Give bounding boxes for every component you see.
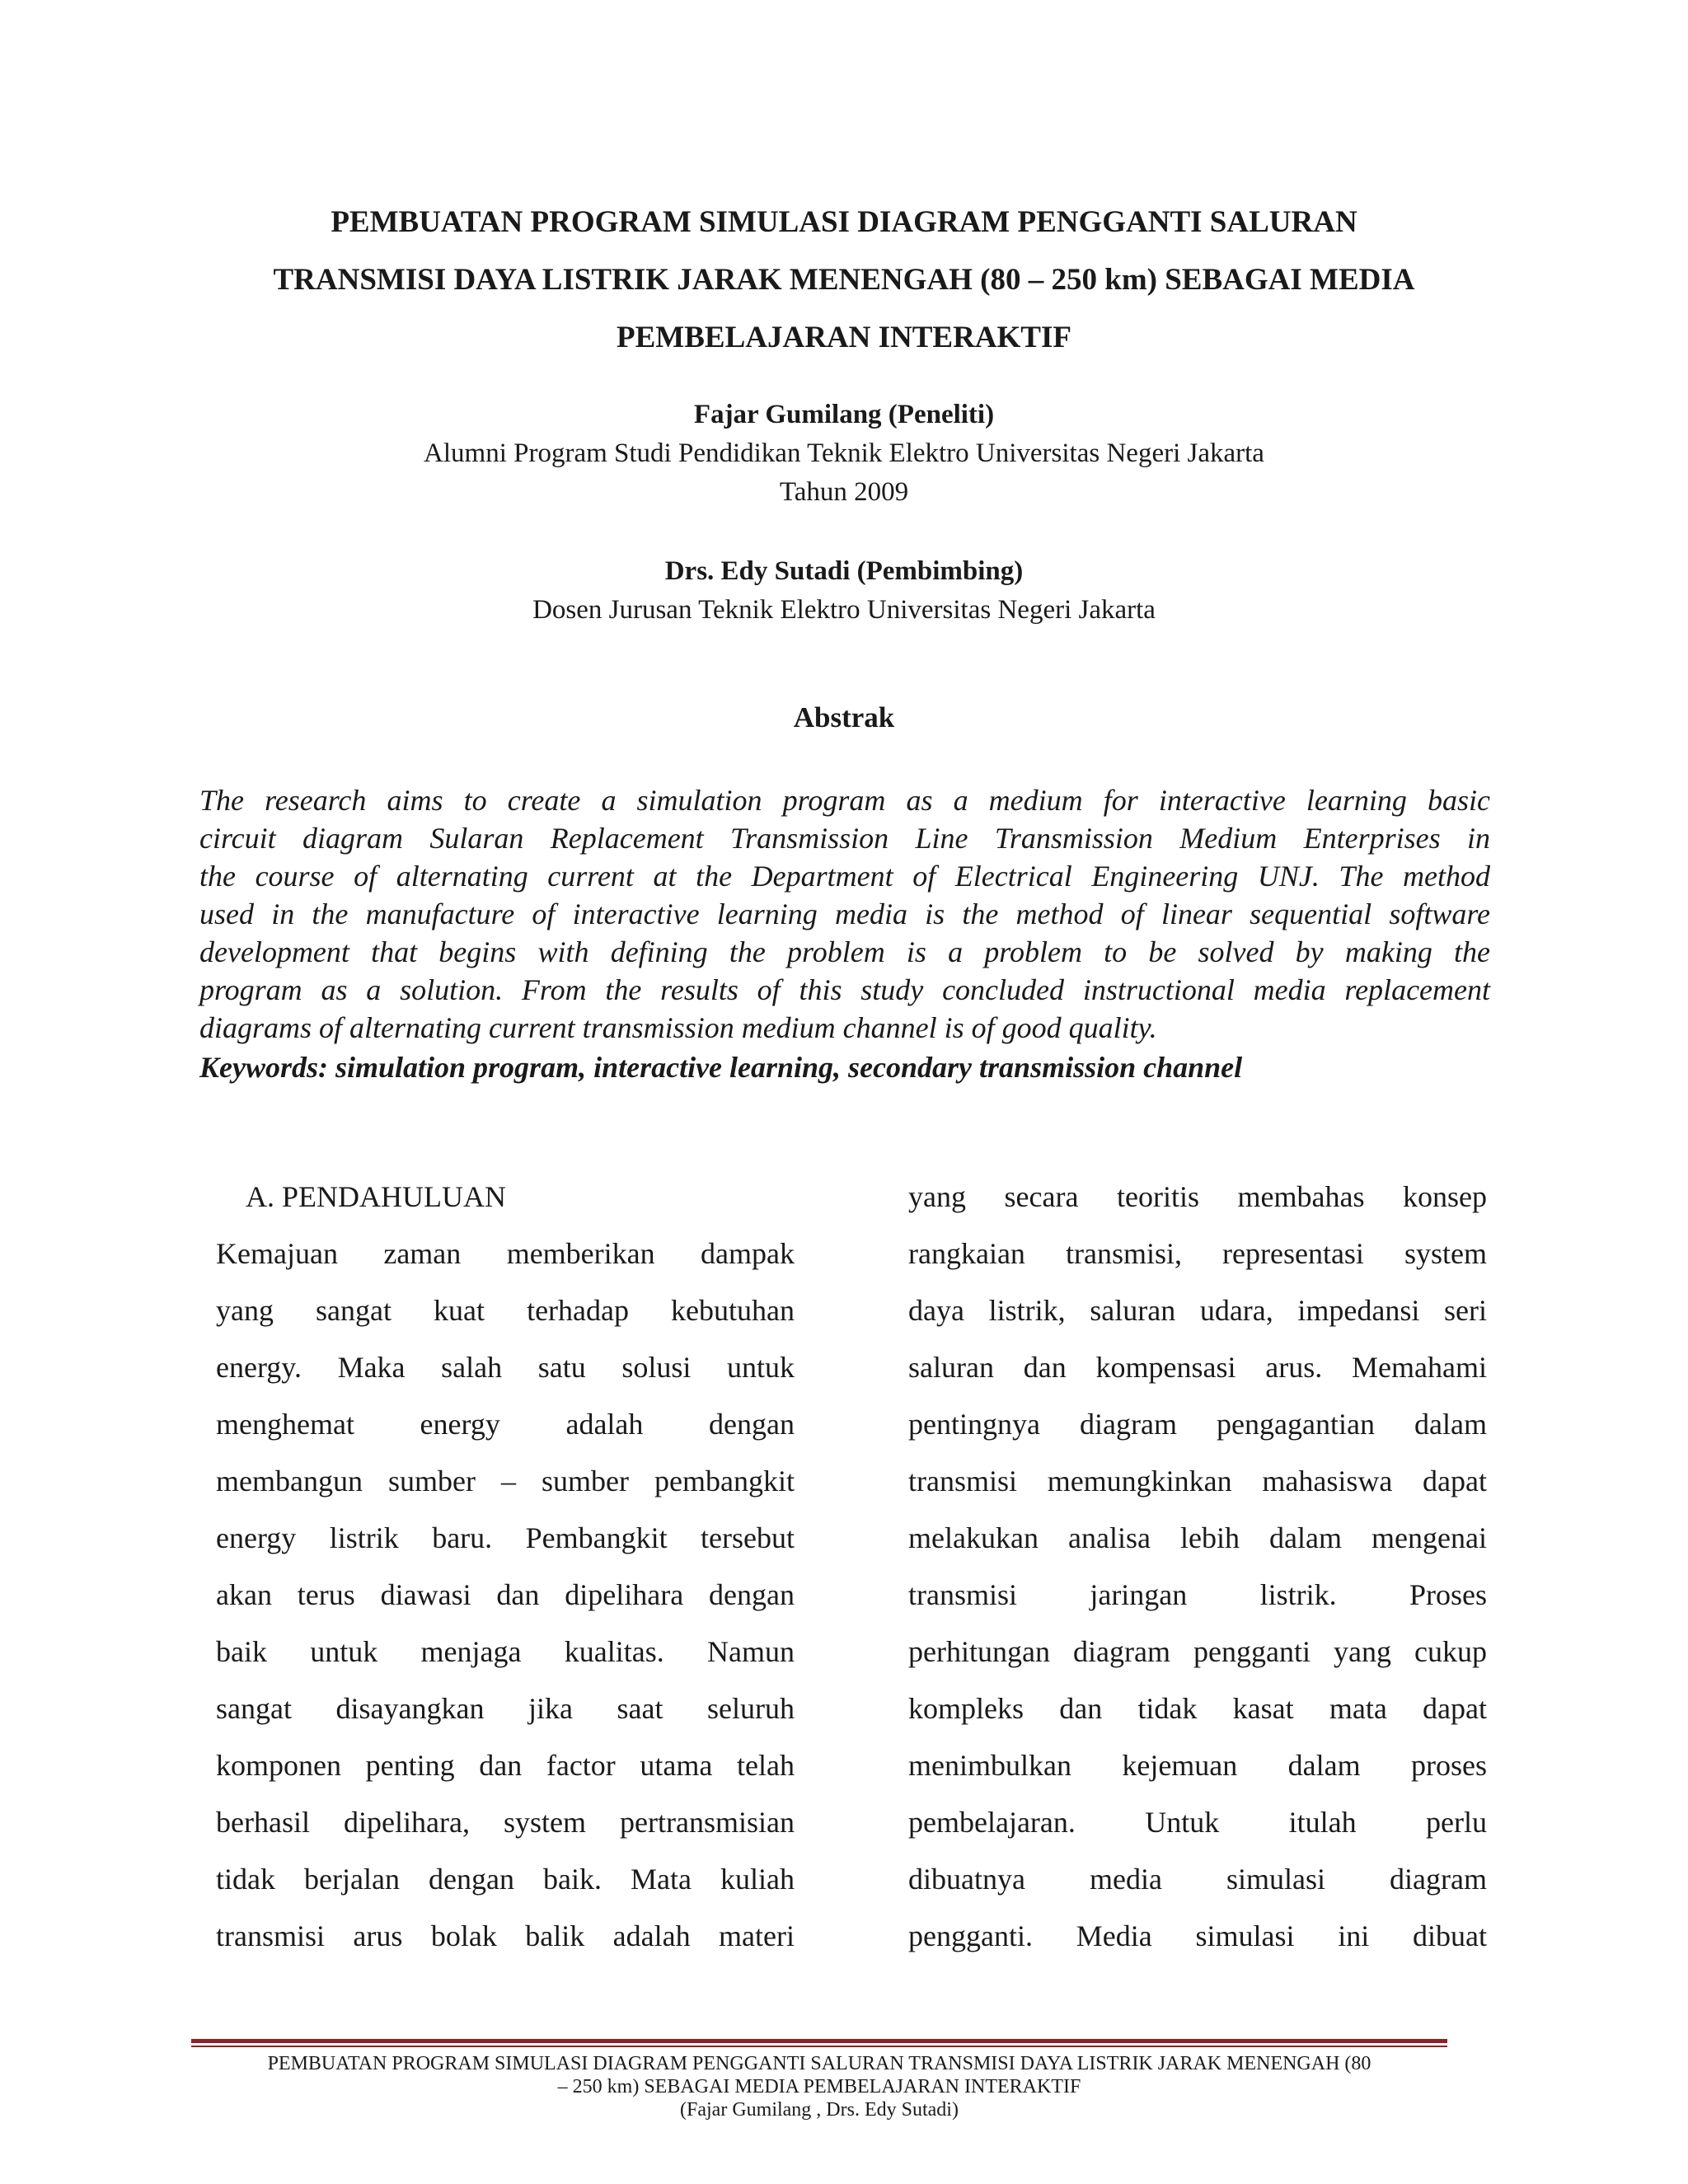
author-block-supervisor [165,552,1523,630]
author-year: Tahun 2009 [779,477,909,507]
body-line: komponen penting dan factor utama telah [216,1749,795,1782]
abstract-line: diagrams of alternating current transmission medium channel is of good quality. [199,1011,1157,1044]
body-line: akan terus diawasi dan dipelihara dengan [216,1578,795,1611]
footer-line: – 250 km) SEBAGAI MEDIA PEMBELAJARAN INTERAKTIF [557,2076,1081,2097]
abstract-line: used in the manufacture of interactive learning media is the method of linear sequential software [199,898,1490,930]
title-line: PEMBELAJARAN INTERAKTIF [617,321,1071,354]
body-line: daya listrik, saluran udara, impedansi seri [908,1294,1487,1327]
body-column-right [908,1169,1487,1965]
abstract-line: circuit diagram Sularan Replacement Transmission Line Transmission Medium Enterprises in [199,822,1490,855]
body-line: perhitungan diagram pengganti yang cukup [908,1635,1487,1668]
body-line: menghemat energy adalah dengan [216,1408,795,1441]
author-affiliation: Dosen Jurusan Teknik Elektro Universitas Negeri Jakarta [532,595,1156,625]
body-line: pembelajaran. Untuk itulah perlu [908,1806,1487,1839]
author-affiliation: Alumni Program Studi Pendidikan Teknik Elektro Universitas Negeri Jakarta [424,438,1264,468]
body-line: transmisi memungkinkan mahasiswa dapat [908,1465,1487,1497]
keywords: Keywords: simulation program, interactive learning, secondary transmission channel [199,1051,1243,1084]
body-line: yang secara teoritis membahas konsep [908,1180,1487,1213]
body-line: yang sangat kuat terhadap kebutuhan [216,1294,795,1327]
body-line: sangat disayangkan jika saat seluruh [216,1692,795,1725]
body-line: pengganti. Media simulasi ini dibuat [908,1919,1487,1952]
body-line: transmisi jaringan listrik. Proses [908,1578,1487,1611]
abstract-heading: Abstrak [793,701,895,733]
body-line: transmisi arus bolak balik adalah materi [216,1919,795,1952]
body-line: pentingnya diagram pengagantian dalam [908,1408,1487,1441]
author-name: Fajar Gumilang (Peneliti) [693,400,995,429]
body-line: Kemajuan zaman memberikan dampak [216,1237,795,1270]
abstract-line: the course of alternating current at the Department of Electrical Engineering UNJ. The method [199,860,1490,893]
abstract-line: program as a solution. From the results of this study concluded instructional media replacement [199,973,1490,1006]
body-line: menimbulkan kejemuan dalam proses [908,1749,1487,1782]
body-line: membangun sumber – sumber pembangkit [216,1465,795,1497]
title-line: TRANSMISI DAYA LISTRIK JARAK MENENGAH (80 – 250 km) SEBAGAI MEDIA [273,263,1415,297]
body-line: energy listrik baru. Pembangkit tersebut [216,1521,795,1554]
footer-divider [191,2039,1447,2047]
footer-rule-thick [191,2039,1447,2043]
section-heading: A. PENDAHULUAN [246,1180,506,1213]
abstract-line: The research aims to create a simulation program as a medium for interactive learning basic [199,784,1490,817]
author-block-researcher [165,396,1523,512]
footer-authors: (Fajar Gumilang , Drs. Edy Sutadi) [680,2099,959,2121]
footer-line: PEMBUATAN PROGRAM SIMULASI DIAGRAM PENGGANTI SALURAN TRANSMISI DAYA LISTRIK JARAK MENENGAH (80 [267,2053,1372,2074]
body-line: melakukan analisa lebih dalam mengenai [908,1521,1487,1554]
body-column-left [216,1169,795,1965]
footer-rule-thin [191,2046,1447,2047]
body-line: tidak berjalan dengan baik. Mata kuliah [216,1863,795,1896]
body-line: kompleks dan tidak kasat mata dapat [908,1692,1487,1725]
paper-title [165,194,1523,367]
body-line: baik untuk menjaga kualitas. Namun [216,1635,795,1668]
author-name: Drs. Edy Sutadi (Pembimbing) [664,556,1024,586]
body-line: berhasil dipelihara, system pertransmisian [216,1806,795,1839]
title-line: PEMBUATAN PROGRAM SIMULASI DIAGRAM PENGGANTI SALURAN [331,205,1357,239]
abstract-body [199,781,1490,1047]
body-line: dibuatnya media simulasi diagram [908,1863,1487,1896]
abstract-line: development that begins with defining the problem is a problem to be solved by making the [199,935,1490,968]
running-footer [191,2052,1447,2121]
body-line: saluran dan kompensasi arus. Memahami [908,1351,1487,1384]
body-line: rangkaian transmisi, representasi system [908,1237,1487,1270]
body-line: energy. Maka salah satu solusi untuk [216,1351,795,1384]
